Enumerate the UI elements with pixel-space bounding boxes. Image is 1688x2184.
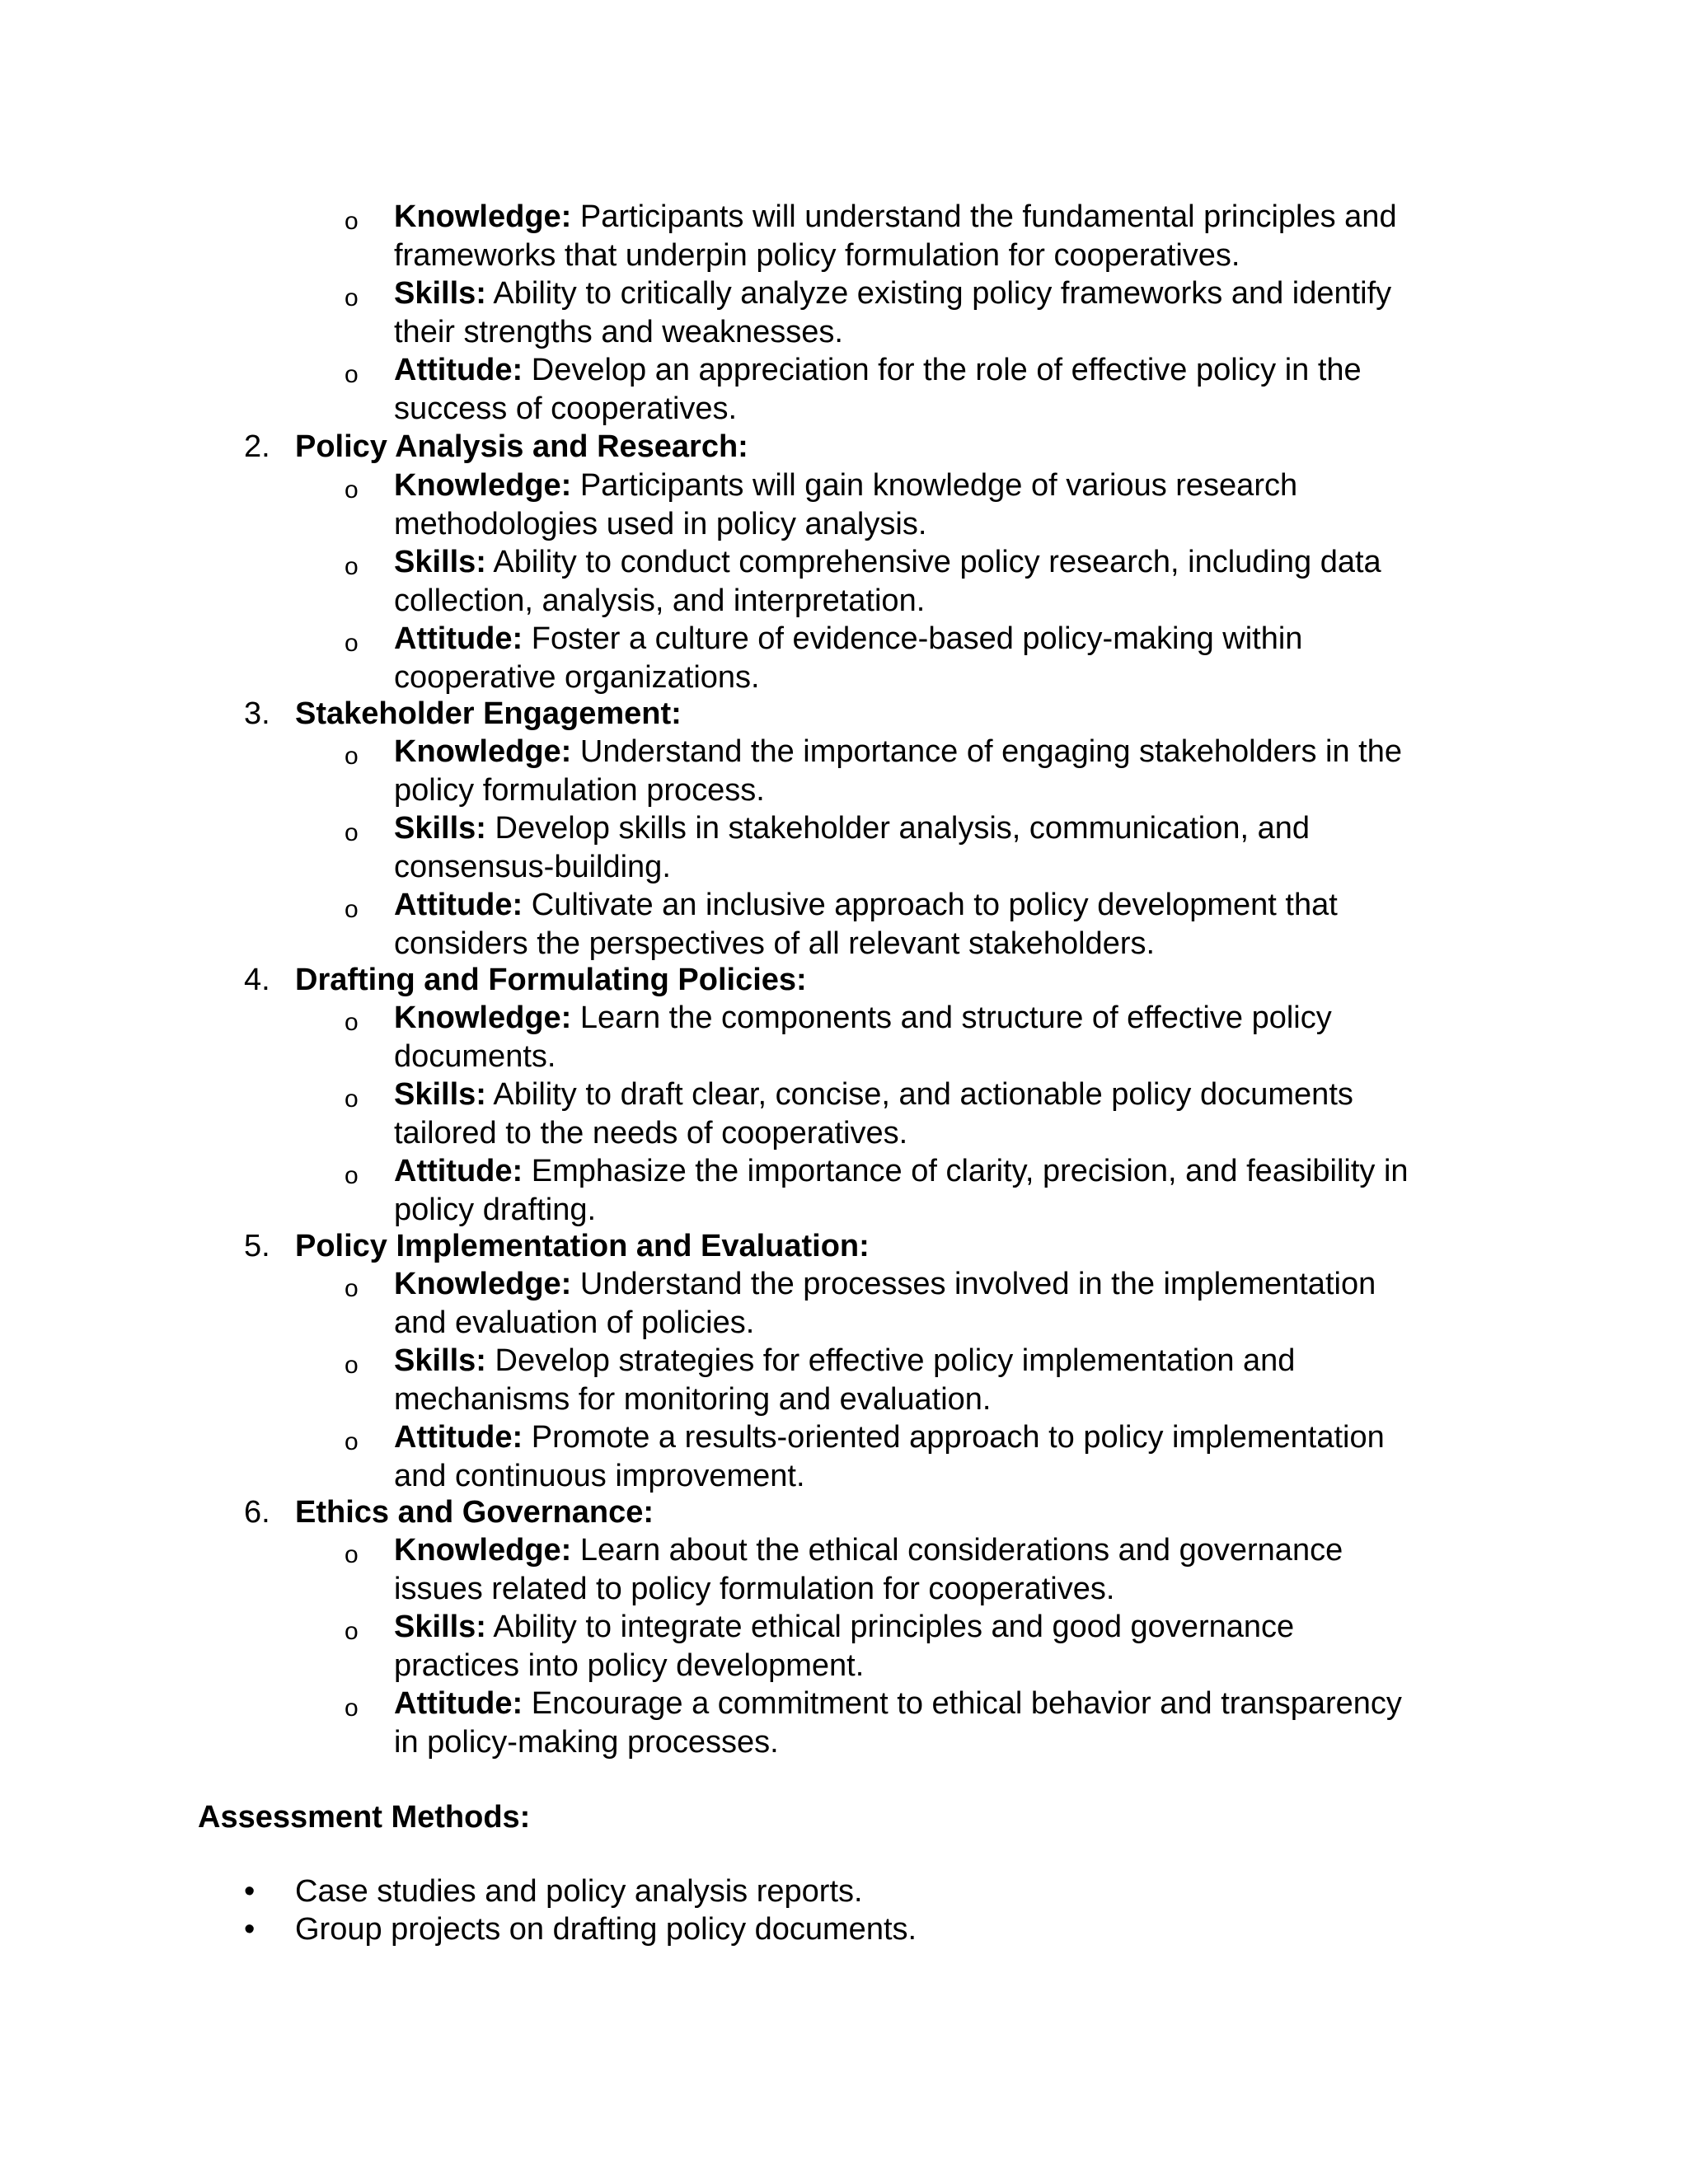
item-text-cont: considers the perspectives of all relevant stakeholders.: [394, 926, 1156, 961]
item-label: Skills:: [394, 545, 486, 579]
item-text: Promote a results-oriented approach to policy implementation: [523, 1420, 1385, 1455]
item-text-cont: consensus-building.: [394, 849, 671, 884]
list-item: [345, 543, 1482, 620]
item-label: Attitude:: [394, 353, 523, 387]
item-text: Develop an appreciation for the role of effective policy in the: [523, 353, 1362, 387]
item-text-cont: in policy-making processes.: [394, 1724, 779, 1760]
section-title: Policy Implementation and Evaluation:: [295, 1229, 870, 1263]
section-number: 5.: [244, 1229, 270, 1263]
item-label: Skills:: [394, 1077, 486, 1112]
item-text: Participants will gain knowledge of various research: [571, 468, 1298, 503]
list-item: [345, 1685, 1482, 1761]
item-text-cont: policy drafting.: [394, 1192, 597, 1227]
circle-bullet-icon: o: [345, 1085, 359, 1113]
item-label: Attitude:: [394, 1154, 523, 1188]
assessment-heading: Assessment Methods:: [198, 1800, 531, 1835]
list-item: [345, 809, 1482, 886]
item-text: Develop strategies for effective policy implementation and: [485, 1343, 1296, 1378]
item-text-cont: policy formulation process.: [394, 772, 765, 808]
circle-bullet-icon: o: [345, 743, 359, 770]
item-text: Understand the processes involved in the implementation: [571, 1267, 1376, 1301]
item-label: Skills:: [394, 811, 486, 846]
item-text: Ability to integrate ethical principles and good governance: [485, 1610, 1295, 1644]
list-item: [345, 733, 1482, 809]
item-text-cont: methodologies used in policy analysis.: [394, 506, 927, 541]
item-text: Ability to conduct comprehensive policy research, including data: [485, 545, 1381, 579]
item-text: Ability to critically analyze existing policy frameworks and identify: [485, 276, 1392, 311]
item-text: Develop skills in stakeholder analysis, communication, and: [485, 811, 1310, 846]
section-title: Ethics and Governance:: [295, 1495, 654, 1530]
item-text-cont: success of cooperatives.: [394, 391, 738, 426]
list-item: [345, 1342, 1482, 1418]
list-item: [345, 1608, 1482, 1685]
section-number: 4.: [244, 963, 270, 997]
item-label: Knowledge:: [394, 468, 572, 503]
circle-bullet-icon: o: [345, 630, 359, 657]
circle-bullet-icon: o: [345, 1618, 359, 1645]
item-text-cont: practices into policy development.: [394, 1647, 865, 1683]
circle-bullet-icon: o: [345, 476, 359, 504]
item-text-cont: and evaluation of policies.: [394, 1305, 755, 1340]
circle-bullet-icon: o: [345, 553, 359, 580]
bullet-text: Case studies and policy analysis reports.: [295, 1874, 863, 1909]
list-item: [345, 1265, 1482, 1342]
list-item: [244, 1872, 863, 1911]
item-text-cont: collection, analysis, and interpretation.: [394, 583, 926, 618]
item-text-cont: and continuous improvement.: [394, 1458, 805, 1493]
circle-bullet-icon: o: [345, 284, 359, 312]
item-label: Attitude:: [394, 888, 523, 922]
item-label: Knowledge:: [394, 199, 572, 234]
circle-bullet-icon: o: [345, 208, 359, 235]
item-text: Foster a culture of evidence-based policy-making within: [523, 621, 1303, 656]
item-label: Knowledge:: [394, 1267, 572, 1301]
item-label: Skills:: [394, 276, 486, 311]
item-label: Knowledge:: [394, 1533, 572, 1568]
item-text: Understand the importance of engaging stakeholders in the: [571, 734, 1402, 769]
section-title: Policy Analysis and Research:: [295, 429, 748, 464]
list-item: [345, 1531, 1482, 1608]
item-label: Attitude:: [394, 1420, 523, 1455]
circle-bullet-icon: o: [345, 1009, 359, 1036]
list-item: [345, 1152, 1482, 1229]
item-text-cont: cooperative organizations.: [394, 659, 760, 695]
item-label: Attitude:: [394, 1686, 523, 1721]
item-text-cont: issues related to policy formulation for cooperatives.: [394, 1571, 1115, 1606]
item-text: Encourage a commitment to ethical behavior and transparency: [523, 1686, 1402, 1721]
list-item: [345, 1418, 1482, 1495]
item-text: Emphasize the importance of clarity, precision, and feasibility in: [523, 1154, 1409, 1188]
list-item: [345, 620, 1482, 696]
item-text: Cultivate an inclusive approach to policy development that: [523, 888, 1338, 922]
circle-bullet-icon: o: [345, 1694, 359, 1722]
list-item: [345, 274, 1482, 351]
section-number: 2.: [244, 429, 270, 464]
circle-bullet-icon: o: [345, 361, 359, 388]
circle-bullet-icon: o: [345, 1162, 359, 1189]
item-text: Ability to draft clear, concise, and actionable policy documents: [485, 1077, 1353, 1112]
circle-bullet-icon: o: [345, 896, 359, 923]
item-text-cont: documents.: [394, 1038, 556, 1074]
circle-bullet-icon: o: [345, 819, 359, 846]
section-number: 3.: [244, 696, 270, 731]
list-item: [345, 198, 1482, 274]
circle-bullet-icon: o: [345, 1541, 359, 1568]
bullet-text: Group projects on drafting policy documents.: [295, 1912, 917, 1947]
item-label: Attitude:: [394, 621, 523, 656]
list-item: [345, 999, 1482, 1076]
circle-bullet-icon: o: [345, 1352, 359, 1379]
section-number: 6.: [244, 1495, 270, 1530]
circle-bullet-icon: o: [345, 1428, 359, 1455]
item-text-cont: frameworks that underpin policy formulation for cooperatives.: [394, 237, 1240, 273]
item-label: Skills:: [394, 1610, 486, 1644]
item-text: Participants will understand the fundamental principles and: [571, 199, 1397, 234]
item-text: Learn the components and structure of effective policy: [571, 1001, 1332, 1035]
item-text: Learn about the ethical considerations and governance: [571, 1533, 1343, 1568]
item-text-cont: mechanisms for monitoring and evaluation.: [394, 1381, 992, 1417]
section-title: Drafting and Formulating Policies:: [295, 963, 807, 997]
item-text-cont: their strengths and weaknesses.: [394, 314, 843, 349]
section-title: Stakeholder Engagement:: [295, 696, 682, 731]
item-label: Skills:: [394, 1343, 486, 1378]
bullet-icon: •: [244, 1912, 256, 1947]
item-label: Knowledge:: [394, 734, 572, 769]
list-item: [345, 351, 1482, 428]
item-label: Knowledge:: [394, 1001, 572, 1035]
bullet-icon: •: [244, 1874, 256, 1909]
list-item: [244, 1910, 917, 1949]
list-item: [345, 466, 1482, 543]
list-item: [345, 1076, 1482, 1152]
list-item: [345, 886, 1482, 963]
circle-bullet-icon: o: [345, 1275, 359, 1302]
item-text-cont: tailored to the needs of cooperatives.: [394, 1115, 908, 1151]
